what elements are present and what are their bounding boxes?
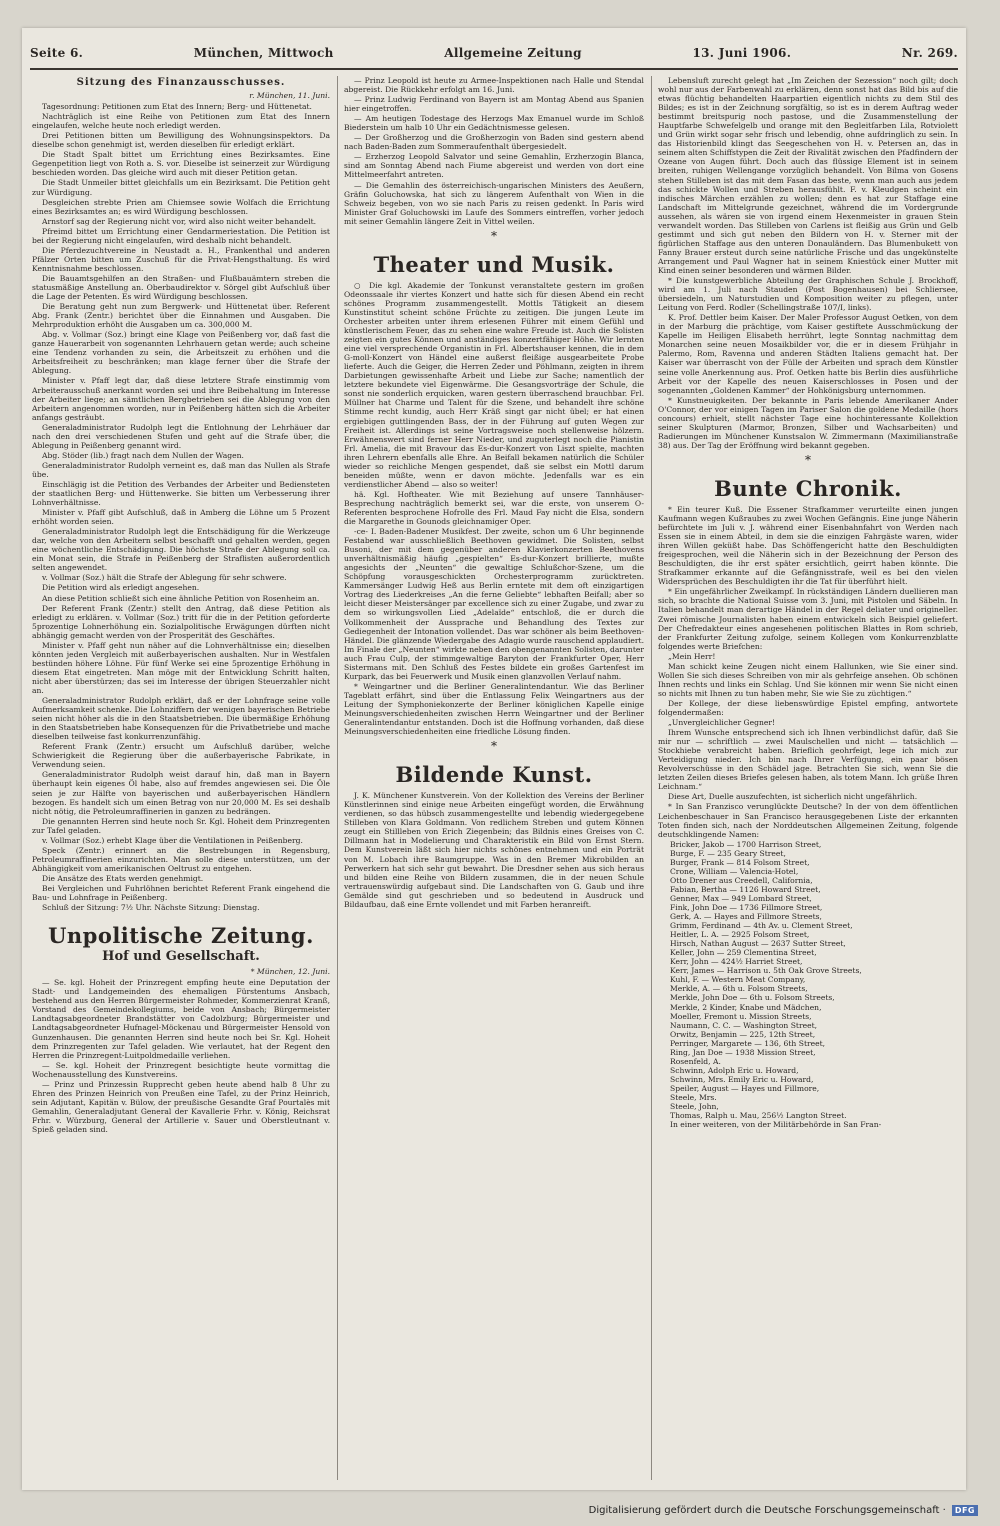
article-body (658, 505, 958, 839)
name-entry: Schwinn, Mrs. Emily Eric u. Howard, (670, 1074, 814, 1084)
paragraph: Abg. v. Vollmar (Soz.) bringt eine Klage von Peißenberg vor, daß fast die ganze Hauerarbeit von sogenannten Lehrhauern getan werde; auch scheine eine Tendenz vorhanden zu sein, die Arbeitszeit zu erhöhen und die Arbeitsfreiheit zu beschränken; man klage ferner über die Strafe der Ablegung. (32, 330, 330, 376)
paragraph: Die Stadt Unmeiler bittet gleichfalls um ein Bezirksamt. Die Petition geht zur Würdigung. (32, 178, 330, 197)
paragraph: Schluß der Sitzung: 7½ Uhr. Nächste Sitzung: Dienstag. (42, 903, 260, 913)
paragraph: — Prinz Ludwig Ferdinand von Bayern ist am Montag Abend aus Spanien hier eingetroffen. (344, 95, 644, 114)
paragraph: Speck (Zentr.) erinnert an die Bestrebungen in Regensburg, Petroleumraffinerien einzurichten. Man solle diese unterstützen, um der Abhängigkeit vom amerikanischen Oeltrust zu entgehen. (32, 845, 330, 873)
paragraph: Drei Petitionen bitten um Bewilligung des Wohnungsinspektors. Da dieselbe schon genehmigt ist, werden dieselben für erledigt erklärt. (32, 131, 330, 150)
paragraph: Die Ansätze des Etats werden genehmigt. (42, 873, 204, 883)
article-body (344, 281, 644, 736)
name-entry: Thomas, Ralph u. Mau, 256½ Langton Street. (670, 1111, 847, 1121)
name-entry: Grimm, Ferdinand — 4th Av. u. Clement Street, (670, 921, 853, 931)
paragraph: * Ein teurer Kuß. Die Essener Strafkammer verurteilte einen jungen Kaufmann wegen Kußraubes zu zwei Wochen Gefängnis. Eine junge Näherin befürchtete im Juli v. J. während einer Eisenbahnfahrt von Werden nach Essen sie in einem Abteil, in dem sie die einzigen Fahrgäste waren, wider ihren Willen geküßt habe. Das Schöffengericht hatte den Beschuldigten freigesprochen, weil die Näherin sich in der Bezeichnung der Person des Beschuldigten, die ihr erst später ersichtlich, geirrt haben könnte. Die Strafkammer erkannte auf die Gefängnisstrafe, weil es bei den vielen Widersprüchen des Beschuldigten ihr die Tat für überführt hielt. (658, 504, 958, 587)
name-entry: Speiler, August — Hayes und Fillmore, (670, 1083, 820, 1093)
paragraph: v. Vollmar (Soz.) hält die Strafe der Ablegung für sehr schwere. (42, 573, 287, 583)
name-entry: Kerr, John — 424½ Harriet Street, (670, 957, 803, 967)
paragraph: — Se. kgl. Hoheit der Prinzregent besichtigte heute vormittag die Wochenausstellung des Kunstvereins. (32, 1060, 330, 1079)
paragraph: Die Bauamtsgehilfen an den Straßen- und Flußbauämtern streben die statusmäßige Anstellung an. Oberbaudirektor v. Sörgel gibt Aufschluß über die Lage der Petenten. Es wird Würdigung beschlossen. (32, 273, 330, 302)
name-entry: Heitler, L. A. — 2925 Folsom Street, (670, 930, 810, 940)
paragraph: — Die Gemahlin des österreichisch-ungarischen Ministers des Aeußern, Gräfin Goluchowska, hat sich zu längerem Aufenthalt von Wien in die Schweiz begeben, von wo sie nach Paris zu reisen gedenkt. In Paris wird Minister Graf Goluchowski im Laufe des Sommers eintreffen, vorher jedoch mit seiner Gemahlin längere Zeit in Vittel weilen. (344, 180, 644, 226)
paragraph: Lebensluft zurecht gelegt hat „Im Zeichen der Sezession“ noch gilt; doch wohl nur aus der Farbenwahl zu erklären, denn sonst hat das Bild bis auf die etwas flüchtig behandelten Haarpartien eigentlich nichts zu dem Stil des Bildes; es ist in der Zeichnung sorgfältig, so ist es in derem Auftrag weder bestimmt breitspurig noch pastose, und die Zusammenstellung der Hauptfarbe Schwefelgelb und orange mit den Begleitfarben Lila, Rotviolett und Grün wirkt sogar sehr frisch und lebendig, ohne aufdringlich zu sein. In das Historienbild klingt das Seegeschehen von H. v. Petersen an, das in seinem alten Schiffstypen die Zeit der Rivalität zwischen den Pfadfindern der Ozeane von Augen führt. Doch auch das flüssige Element ist in seinem breiten, ruhigen Wellengange vorzüglich behandelt. Von Bilma von Gosens stehen Stilleben ist das mit dem Fasan das beste, wenn man auch aus jedem das schickte Wollen und Streben herausfühlt. F. v. Kleudgen scheint ein indisches Märchen erzählen zu wollen; denn es hat zur Staffage eine Landschaft im Mittelgrunde gezeichnet, während die im Vordergrunde aussehen, als wären sie von irgend einem Hexenmeister in grauen Stein verwandelt worden. Das Stilleben von Carlens ist fleißig aus Grün und Gelb gestimmt und sich gut neben den Bildern von H. v. Sterner mit der figürlichen Staffage aus den unteren Donauländern. Das Blumenbukett von Fanny Brauer ersteut durch seine natürliche Frische und das ungekünstelte Arrangement und Paul Wagner hat in seinem Kniestück einer Mutter mit Kind einen seiner besonderen und wärmen Bilder. (658, 76, 958, 275)
paragraph: Generaladministrator Rudolph erklärt, daß er der Lohnfrage seine volle Aufmerksamkeit schenke. Die Lohnziffern der wenigen bayerischen Betriebe seien nicht höher als die in den Staatsbetrieben. Die übermäßige Erhöhung in den Staatsbetrieben habe Konsequenzen für die Privatbetriebe und mache dieselben teilweise fast konkurrenzunfähig. (32, 696, 330, 742)
paragraph: Generaladministrator Rudolph weist darauf hin, daß man in Bayern überhaupt kein eigenes Öl habe, also auf fremdes angewiesen sei. Die Öle seien je zur Hälfte von bayerischen und außerbayerischen Händlern bezogen. Es handelt sich um einen Betrag von nur 20,000 M. Es sei deshalb nicht nötig, die Petroleumraffinerien in ganzen zu bedrängen. (32, 770, 330, 816)
paragraph: * In San Franzisco verunglückte Deutsche? In der von dem öffentlichen Leichenbeschauer in San Francisco herausgegebenen Liste der erkannten Toten finden sich, nach der Norddeutschen Allgemeinen Zeitung, folgende deutschklingende Namen: (658, 802, 958, 839)
paragraph: * Ein ungefährlicher Zweikampf. In rückständigen Ländern duellieren man sich, so brachte die National Suisse vom 3. Juni, mit Pistolen und Säbeln. In Italien behandelt man derartige Händel in der Regel deliater und origineller. Zwei römische Journalisten haben einem entwickeln sich Beispiel geliefert. Der Chefredakteur eines angesehenen politischen Blattes in Rom schrieb, der Frankfurter Zeitung zufolge, seinem Kollegen vom Konkurrenzblatte folgendes werte Briefchen: (658, 587, 958, 651)
name-entry: Genner, Max — 949 Lombard Street, (670, 893, 812, 903)
separator-star: * (491, 228, 497, 243)
issue-date: 13. Juni 1906. (692, 46, 792, 60)
paragraph: Diese Art, Duelle auszufechten, ist sicherlich nicht ungefährlich. (668, 792, 918, 802)
article-body (344, 76, 644, 226)
section-title: Unpolitische Zeitung. (48, 923, 314, 949)
name-entry: Burger, Frank — 814 Folsom Street, (670, 857, 810, 867)
separator-star: * (805, 452, 811, 467)
name-entry: Burge, F. — 235 Geary Street, (670, 848, 786, 858)
name-entry: Merkle, 2 Kinder, Knabe und Mädchen, (670, 1002, 822, 1012)
paragraph: — Am heutigen Todestage des Herzogs Max Emanuel wurde im Schloß Biederstein um halb 10 Uhr ein Gedächtnismesse gelesen. (344, 114, 644, 133)
paragraph: J. K. Münchener Kunstverein. Von der Kollektion des Vereins der Berliner Künstlerinnen sind einige neue Arbeiten eingefügt worden, die Erwähnung verdienen, so das hübsch zusammengestellte und lebendig wiedergegebene Stilleben von Klara Goldmann. Von redlichem Streben und gutem Können zeugt ein Stillleben von Erich Ziegenbein; das Bildnis eines Greises von C. Dillmann hat in Modelierung und Charakteristik ein Bild von Ernst Stern. Dem Kunstverein läßt sich hier nichts schönes entnehmen und ein Porträt von M. Lobach ihre Baumgruppe. Was in den Bremer Mikrobilden an Perwerkern hat sich sehr gut bewahrt. Die Dresdner sehen aus sich heraus und bilden eine Reihe von Bildern zusammen, die in der neuen Schule vertrauenswürdig aufgebaut sind. Die Landschaften von G. Gaub und ihre Gemälde sind gut geschrieben und so bedeutend in Ausdruck und Bildaufbau, daß eine Ernte vollendet und mit Farben heranreift. (344, 791, 644, 909)
paragraph: -ce- I. Baden-Badener Musikfest. Der zweite, schon um 6 Uhr beginnende Festabend war ausschließlich Beethoven gewidmet. Die Solisten, selbst Busoni, der mit dem gegenüber anderen Klavierkonzerten Beethovens unverhältnismäßig häufig „gespielten“ Es-dur-Konzert brillierte, mußte angesichts der „Neunten“ die gewaltige Schlußchor-Szene, um die Schöpfung vorausgeschickten Orchesterprogramm zurücktreten. Kammersänger Ludwig Heß aus Berlin erntete mit dem oft einzigartigen Vortrag des Liederkreises „An die ferne Geliebte“ lebhaften Beifall; aber so leicht dieser Meistersänger par excellence sich zu einer Zugabe, und zwar zu dem so wirkungsvollen Lied „Adelaïde“ entschloß, die er durch die Vollkommenheit der Aussprache und Behandlung des Textes zur Gediegenheit der Intonation vollendet. Das war schöner als beim Beethoven-Händel. Die glänzende Wiedergabe des Adagio wurde rauschend applaudiert. Im Finale der „Neunten“ wirkte neben den obengenannten Solisten, darunter auch Frau Culp, der stimmgewaltige Baryton der Frankfurter Oper, Herr Sistermans mit. Den Schluß des Festes bildete ein großes Gartenfest im Kurpark, das bei Feuerwerk und Musik einen glanzvollen Verlauf nahm. (344, 527, 644, 681)
paragraph: Generaladministrator Rudolph legt die Entlohnung der Lehrhäuer dar nach den drei verschiedenen Stufen und geht auf die Strafe über, die Ablegung in Peißenberg genannt wird. (32, 422, 330, 450)
name-entry: Perringer, Margarete — 136, 6th Street, (670, 1038, 826, 1048)
name-entry: Kuhl, F. — Western Meat Company, (670, 975, 806, 985)
paragraph: Tagesordnung: Petitionen zum Etat des Innern; Berg- und Hüttenetat. (42, 102, 312, 112)
footer-text: Digitalisierung gefördert durch die Deutsche Forschungsgemeinschaft · (588, 1504, 946, 1516)
paragraph: * Weingartner und die Berliner Generalintendantur. Wie das Berliner Tageblatt erfährt, sind über die Entlassung Felix Weingartners aus der Leitung der Symphoniekonzerte der Berliner königlichen Kapelle einige Meinungsverschiedenheiten zwischen Herrn Weingartner und der Berliner Generalintendantur entstanden. Doch ist die Hoffnung vorhanden, daß diese Meinungsverschiedenheiten eine friedliche Lösung finden. (344, 681, 644, 737)
paragraph: Referent Frank (Zentr.) ersucht um Aufschluß darüber, welche Schwierigkeit die Regierung über die außerbayerische Fabrikate, in Verwendung seien. (32, 742, 330, 770)
paragraph: Abg. Stöder (lib.) fragt nach dem Nullen der Wagen. (42, 450, 244, 460)
dfg-logo: DFG (952, 1505, 978, 1516)
separator-star: * (491, 739, 497, 754)
column-3 (658, 76, 958, 1480)
paragraph: ○ Die kgl. Akademie der Tonkunst veranstaltete gestern im großen Odeonssaale ihr viertes Konzert und hatte sich für diesen Abend ein recht schönes Programm zusammengestellt. Mottls Tätigkeit an diesem Kunstinstitut scheint schöne Früchte zu zeitigen. Die jungen Leute im Orchester arbeiten unter ihrem erlesenen Führer mit einem Gefühl und künstlerischem Feuer, das zu sehen eine wahre Freude ist. Auch die Solisten zeigten ein gutes Können und anständiges konzertfähiger Höhe. Wir lernten eine viel versprechende Organistin in Frl. Albertshauser kennen, die in dem G-moll-Konzert von Händel eine außerst fleißige ausgearbeitete Probe lieferte. Auch die Geiger, die Herren Zeder und Pöhlmann, zeigten in ihrem Darbietungen gewissenhafte Arbeit und Liebe zur Sache; namentlich der letztere bekundete viel Eigenwärme. Die Gesangsvorträge der Schule, die sonst nie sonderlich erquicken, waren gestern überraschend brauchbar. Frl. Müllner hat Charme und Talent für die Szene, und behandelt ihre schöne Stimme recht kundig, auch Herr Kräß singt gar nicht übel; er hat einen ergiebigen guttlingenden Bass, der in der Führung auf guten Wegen zur Freiheit ist. Allerdings ist seine Vortragsweise noch stellenweise hölzern. Erwähnenswert sind ferner Herr Nieder, und zuguterlegt noch die Pianistin Frl. Amelia, die mit Bravour das Es-dur-Konzert von Liszt spielte, machten ihren Lehrern ebenfalls alle Ehre. An Beifall bekamen natürlich die Schüler wieder so reichliche Mengen gespendet, daß sie selbst ein Mottl darum beneiden müßte, wenn er davon möchte. Jedenfalls war es ein verdienstlicher Abend — also so weiter! (344, 280, 644, 489)
issue-number: Nr. 269. (901, 46, 958, 60)
name-entry: Rosenfeld, A. (670, 1056, 721, 1066)
newspaper-page (22, 28, 966, 1490)
name-entry: Crone, William — Valencia-Hotel, (670, 866, 799, 876)
header-rule (30, 68, 958, 70)
name-entry: Otto Drener aus Creedell, California, (670, 875, 813, 885)
paragraph: Generaladministrator Rudolph legt die Entschädigung für die Werkzeuge dar, welche von den Arbeitern selbst beschafft und gehalten werden, gegen eine wöchentliche Entschädigung. Die höchste Strafe der Ablegung soll ca. ein Monat sein, die Strafe in Peißenberg der Straflisten außerordentlich selten angewendet. (32, 527, 330, 573)
dateline: * München, 12. Juni. (250, 967, 330, 977)
section-title: Theater und Musik. (373, 251, 615, 277)
paragraph: — Se. kgl. Hoheit der Prinzregent empfing heute eine Deputation der Stadt- und Landgemeinden des ehemaligen Fürstentums Ansbach, bestehend aus den Herren Bürgermeister Rohmeder, Kommerzienrat Kranß, Vorstand des Gemeindekollegiums, beide von Ansbach; Bürgermeister Landtagsabgeordneter Brandstätter von Cadolzburg; Bürgermeister und Landtagsabgeordneter Hufnagel-Möckenau und Bürgermeister Hensold von Gunzenhausen. Die genannten Herren sind heute noch bei Sr. Kgl. Hoheit dem Prinzregenten zur Tafel geladen. Wie verlautet, hat der Regent den Herren die Prinzregent-Luitpoldmedaille verliehen. (32, 978, 330, 1060)
article-title: Sitzung des Finanzausschusses. (76, 77, 286, 88)
name-entry: Orwitz, Benjamin — 225, 12th Street, (670, 1029, 816, 1039)
column-divider (651, 76, 652, 1480)
paragraph: Ihrem Wunsche entsprechend sich ich Ihnen verbindlichst dafür, daß Sie mir nur — schriftlich — zwei Maulschellen und nicht — tatsächlich — Stockhiebe verabreicht haben. Brieflich geohrfeigt, lege ich mich zur Verteidigung nieder. Ich bin nach Ihrer Verfügung, ein paar bösen Revolverschüsse in den Schädel jage. Betrachten Sie sich, wenn Sie die letzten Zeilen dieses Briefes gelesen haben, als totem Mann. Ich grüße Ihren Leichnam.“ (658, 728, 958, 792)
paragraph: Die Pferdezuchtvereine in Neustadt a. H., Frankenthal und anderen Pfälzer Orten bitten um Zuschuß für die Privat-Hengsthaltung. Es wird Kenntnisnahme beschlossen. (32, 245, 330, 273)
page-header (30, 42, 958, 64)
article-body (32, 978, 330, 1134)
name-entry: Keller, John — 259 Clementina Street, (670, 948, 817, 958)
name-entry: Merkle, John Doe — 6th u. Folsom Streets, (670, 993, 835, 1003)
paragraph: * Die kunstgewerbliche Abteilung der Graphischen Schule J. Brockhoff, wird am 1. Juli nach Stauden (Post Bogenhausen) bei Schliersee, übersiedeln, um Naturstudien und Komposition weiter zu pflegen, unter Leitung von Ferd. Rodler (Schellingstraße 107/I, links). (658, 276, 958, 313)
section-subtitle: Hof und Gesellschaft. (102, 949, 260, 965)
name-entry: Steele, John, (670, 1102, 719, 1112)
article-body (32, 102, 330, 912)
name-entry: In einer weiteren, von der Militärbehörde in San Fran- (670, 1120, 882, 1130)
paragraph: hä. Kgl. Hoftheater. Wie mit Beziehung auf unsere Tannhäuser-Besprechung nachträglich bemerkt sei, war die erste, von unserem O-Referenten besprochene Hofrolle des Frl. Maud Fay nicht die Elsa, sondern die Margarethe in Gounods gleichnamiger Oper. (344, 489, 644, 527)
name-entry: Kerr, James — Harrison u. 5th Oak Grove Streets, (670, 966, 862, 976)
paragraph: Pfreimd bittet um Errichtung einer Gendarmeriestation. Die Petition ist bei der Regierung nicht eingelaufen, wird deshalb nicht behandelt. (32, 226, 330, 245)
column-1 (32, 76, 330, 1480)
paragraph: K. Prof. Dettler beim Kaiser. Der Maler Professor August Oetken, von dem in der Marburg die prächtige, vom Kaiser gestiftete Ausschmückung der Kapelle im Heiligen Elisabeth herrührt, legte Sonntag nachmittag dem Monarchen seine neuen Mosaikbilder vor, die er in diesem Frühjahr in Palermo, Rom, Ravenna und anderen Städten Italiens gemacht hat. Der Kaiser war überrascht von der Fülle der Arbeiten und sprach dem Künstler seine volle Anerkennung aus. Prof. Oetken hatte bis Berlin dies ausführliche Arbeit vor der Kapelle des neuen Kaiserschlosses in Posen und der sogenannten „Goldenen Kammer“ der Hohkönigsburg unternommen. (658, 313, 958, 395)
name-entry: Gerk, A. — Hayes and Fillmore Streets, (670, 912, 822, 922)
paragraph: Die Petition wird als erledigt angesehen. (42, 583, 200, 593)
paragraph: Die Stadt Spalt bittet um Errichtung eines Bezirksamtes. Eine Gegenpetition liegt von Roth a. S. vor. Dieselbe ist seinerzeit zur Würdigung beschieden worden. Das gleiche wird auch mit dieser Petition getan. (32, 150, 330, 178)
paragraph: Arnstorf sag der Regierung nicht vor, wird also nicht weiter behandelt. (42, 216, 317, 226)
page-footer (0, 1500, 1000, 1520)
name-entry: Bricker, Jakob — 1700 Harrison Street, (670, 839, 822, 849)
paragraph: Man schickt keine Zeugen nicht einem Hallunken, wie Sie einer sind. Wollen Sie sich dieses Schreiben von mir als gehrfeige ansehen. Ob schönen Ihnen rechts und links ein Schlag. Und Sie können mir wenn Sie nicht einen so nichts mit Ihnen zu tun haben mehr, Sie wie Sie zu züchtigen.“ (658, 661, 958, 698)
paragraph: * Kunstneuigkeiten. Der bekannte in Paris lebende Amerikaner Ander O'Connor, der vor einigen Tagen im Pariser Salon die goldene Medaille (hors concours) erhielt, stellt nächster Tage eine hochinteressante Kollektion seiner Skulpturen (Marmor, Bronzen, Silber und Wachsarbeiten) und Radierungen im Münchener Kunstsalon W. Zimmermann (Maximilianstraße 38) aus. Der Tag der Eröffnung wird bekannt gegeben. (658, 395, 958, 450)
article-body (658, 76, 958, 450)
paragraph: Desgleichen strebte Prien am Chiemsee sowie Wolfach die Errichtung eines Bezirksamtes an; es wird Würdigung beschlossen. (32, 197, 330, 216)
paragraph: Die Beratung geht nun zum Bergwerk- und Hüttenetat über. Referent Abg. Frank (Zentr.) berichtet über die Einnahmen und Ausgaben. Die Mehrproduktion erhöht die Ausgaben um ca. 300,000 M. (32, 302, 330, 330)
paragraph: Bei Vergleichen und Fuhrlöhnen berichtet Referent Frank eingehend die Bau- und Lohnfrage in Peißenberg. (32, 883, 330, 903)
paragraph: Einschlägig ist die Petition des Verbandes der Arbeiter und Bediensteten der staatlichen Berg- und Hüttenwerke. Sie bitten um Verbesserung ihrer Lohnverhältnisse. (32, 479, 330, 508)
paragraph: — Der Großherzog und die Großherzogin von Baden sind gestern abend nach Baden-Baden zum Sommeraufenthalt übergesiedelt. (344, 133, 644, 152)
name-entry: Fabian, Bertha — 1126 Howard Street, (670, 884, 821, 894)
paragraph: An diese Petition schließt sich eine ähnliche Petition von Rosenheim an. (42, 593, 320, 603)
article-body (344, 791, 644, 909)
page-number: Seite 6. (30, 46, 84, 60)
name-entry: Schwinn, Adolph Eric u. Howard, (670, 1065, 799, 1075)
section-title: Bunte Chronik. (714, 475, 902, 501)
newspaper-title: Allgemeine Zeitung (444, 46, 582, 60)
name-entry: Moeller, Fremont u. Mission Streets, (670, 1011, 812, 1021)
paragraph: — Erzherzog Leopold Salvator und seine Gemahlin, Erzherzogin Blanca, sind am Sonntag Abend nach Fiume abgereist und werden von dort eine Mittelmeerfahrt antreten. (344, 152, 644, 180)
name-entry: Merkle, A. — 6th u. Folsom Streets, (670, 984, 808, 994)
column-2 (344, 76, 644, 1480)
name-entry: Hirsch, Nathan August — 2637 Sutter Street, (670, 939, 846, 949)
name-entry: Ring, Jan Doe — 1938 Mission Street, (670, 1047, 816, 1057)
paragraph: Generaladministrator Rudolph verneint es, daß man das Nullen als Strafe übe. (32, 460, 330, 479)
paragraph: v. Vollmar (Soz.) erhebt Klage über die Ventilationen in Peißenberg. (42, 835, 303, 845)
name-list (658, 840, 958, 1130)
paragraph: Nachträglich ist eine Reihe von Petitionen zum Etat des Innern eingelaufen, welche heute noch erledigt werden. (32, 112, 330, 131)
name-entry: Fink, John Doe — 1736 Fillmore Street, (670, 902, 823, 912)
paragraph: Der Kollege, der diese liebenswürdige Epistel empfing, antwortete folgendermaßen: (658, 698, 958, 717)
paragraph: Minister v. Pfaff geht nun näher auf die Lohnverhältnisse ein; dieselben könnten jeden Vergleich mit außerbayerischen aushalten. Nur in Westfalen bestünden höhere Löhne. Für fünf Werke sei eine 5prozentige Erhöhung in diesem Etat eingetreten. Man möge mit der Entwicklung Schritt halten, nicht aber überstürzen; das sei im Interesse der übrigen Steuerzahler nicht an. (32, 640, 330, 695)
paragraph: „Mein Herr! (668, 651, 716, 661)
paragraph: Minister v. Pfaff legt dar, daß diese letztere Strafe einstimmig vom Arbeiterausschuß anerkannt worden sei und ihre Beibehaltung im Interesse der Arbeiter liege; an sämtlichen Bergbetrieben sei die Ablegung von den Arbeitern angenommen worden, nur in Peißenberg hätten sich die Arbeiter anfangs gesträubt. (32, 376, 330, 422)
paragraph: „Unvergleichlicher Gegner! (668, 718, 776, 728)
paragraph: Die genannten Herren sind heute noch Sr. Kgl. Hoheit dem Prinzregenten zur Tafel geladen. (32, 816, 330, 835)
column-divider (337, 76, 338, 1480)
paragraph: — Prinz Leopold ist heute zu Armee-Inspektionen nach Halle und Stendal abgereist. Die Rückkehr erfolgt am 16. Juni. (344, 76, 644, 95)
paragraph: Minister v. Pfaff gibt Aufschluß, daß in Amberg die Löhne um 5 Prozent erhöht worden seien. (32, 508, 330, 527)
paragraph: — Prinz und Prinzessin Rupprecht geben heute abend halb 8 Uhr zu Ehren des Prinzen Heinrich von Preußen eine Tafel, zu der Prinz Heinrich, sein Adjutant, Kapitän v. Bülow, der preußische Gesandte Graf Pourtalès mit Gemahlin, Generaladjutant General der Kavallerie Frhr. v. König, Reichsrat Frhr. v. Würzburg, General der Artillerie v. Sauer und Oberstleutnant v. Spieß geladen sind. (32, 1079, 330, 1134)
section-title: Bildende Kunst. (395, 762, 593, 788)
name-entry: Naumann, C. C. — Washington Street, (670, 1020, 818, 1030)
dateline: r. München, 11. Juni. (249, 91, 330, 101)
place-day: München, Mittwoch (193, 46, 334, 60)
paragraph: Der Referent Frank (Zentr.) stellt den Antrag, daß diese Petition als erledigt zu erklären. v. Vollmar (Soz.) tritt für die in der Petition geforderte 5prozentige Lohnerhöhung ein. Sozialpolitische Erwägungen dürften nicht abhängig gemacht werden von der Prosperität des Geschäftes. (32, 603, 330, 640)
name-entry: Steele, Mrs. (670, 1092, 717, 1102)
